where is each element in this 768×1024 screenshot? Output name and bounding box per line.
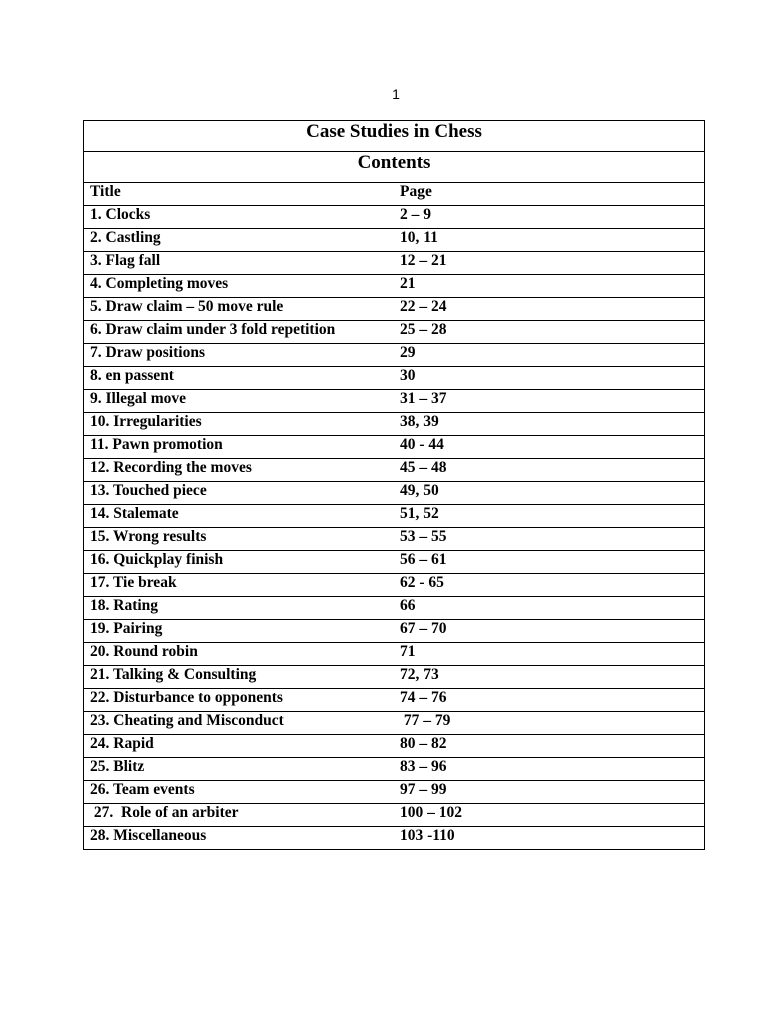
contents-heading: Contents [84,152,705,183]
table-row [84,551,705,574]
entry-page: 97 – 99 [394,781,705,804]
entry-title: 14. Stalemate [84,505,395,528]
entry-page: 12 – 21 [394,252,705,275]
entry-title: 13. Touched piece [84,482,395,505]
entry-page: 25 – 28 [394,321,705,344]
entry-title: 7. Draw positions [84,344,395,367]
entry-page: 53 – 55 [394,528,705,551]
document-title: Case Studies in Chess [84,121,705,152]
table-row [84,344,705,367]
table-row [84,643,705,666]
entry-title: 1. Clocks [84,206,395,229]
entry-page: 45 – 48 [394,459,705,482]
entry-page: 67 – 70 [394,620,705,643]
entry-title: 21. Talking & Consulting [84,666,395,689]
entry-page: 80 – 82 [394,735,705,758]
title-column-header: Title [84,183,395,206]
table-row [84,666,705,689]
entry-title: 23. Cheating and Misconduct [84,712,395,735]
entry-title: 16. Quickplay finish [84,551,395,574]
entry-page: 10, 11 [394,229,705,252]
column-header-row [84,183,705,206]
entry-page: 21 [394,275,705,298]
title-row [84,121,705,152]
contents-table [83,120,705,850]
entry-page: 71 [394,643,705,666]
entry-page: 40 - 44 [394,436,705,459]
entry-page: 83 – 96 [394,758,705,781]
entry-title: 22. Disturbance to opponents [84,689,395,712]
table-row [84,505,705,528]
page-column-header: Page [394,183,705,206]
table-row [84,321,705,344]
entry-page: 29 [394,344,705,367]
table-row [84,758,705,781]
table-row [84,620,705,643]
table-row [84,827,705,850]
entry-title: 8. en passent [84,367,395,390]
entry-page: 74 – 76 [394,689,705,712]
table-row [84,275,705,298]
entry-title: 6. Draw claim under 3 fold repetition [84,321,395,344]
table-row [84,459,705,482]
table-row [84,482,705,505]
entry-title: 12. Recording the moves [84,459,395,482]
entry-title: 17. Tie break [84,574,395,597]
entry-title: 10. Irregularities [84,413,395,436]
entry-page: 51, 52 [394,505,705,528]
table-row [84,781,705,804]
entry-page: 49, 50 [394,482,705,505]
entry-title: 19. Pairing [84,620,395,643]
entry-page: 100 – 102 [394,804,705,827]
entry-page: 30 [394,367,705,390]
entry-title: 24. Rapid [84,735,395,758]
entry-page: 77 – 79 [394,712,705,735]
entry-title: 15. Wrong results [84,528,395,551]
table-row [84,574,705,597]
entry-title: 27. Role of an arbiter [84,804,395,827]
entry-title: 18. Rating [84,597,395,620]
entry-page: 31 – 37 [394,390,705,413]
entry-title: 4. Completing moves [84,275,395,298]
table-row [84,252,705,275]
entry-page: 2 – 9 [394,206,705,229]
subtitle-row [84,152,705,183]
entry-title: 25. Blitz [84,758,395,781]
entry-page: 103 -110 [394,827,705,850]
entry-page: 38, 39 [394,413,705,436]
entry-title: 28. Miscellaneous [84,827,395,850]
entry-page: 22 – 24 [394,298,705,321]
table-row [84,528,705,551]
entry-page: 66 [394,597,705,620]
table-row [84,229,705,252]
entry-page: 72, 73 [394,666,705,689]
entry-title: 26. Team events [84,781,395,804]
table-row [84,712,705,735]
table-row [84,597,705,620]
entry-title: 5. Draw claim – 50 move rule [84,298,395,321]
table-row [84,735,705,758]
entry-title: 11. Pawn promotion [84,436,395,459]
table-row [84,390,705,413]
entry-title: 20. Round robin [84,643,395,666]
table-row [84,413,705,436]
entry-page: 62 - 65 [394,574,705,597]
page-number: 1 [392,86,400,102]
entry-title: 2. Castling [84,229,395,252]
entry-title: 3. Flag fall [84,252,395,275]
entry-title: 9. Illegal move [84,390,395,413]
table-row [84,804,705,827]
table-row [84,206,705,229]
entry-page: 56 – 61 [394,551,705,574]
table-row [84,367,705,390]
table-row [84,298,705,321]
table-row [84,689,705,712]
table-row [84,436,705,459]
